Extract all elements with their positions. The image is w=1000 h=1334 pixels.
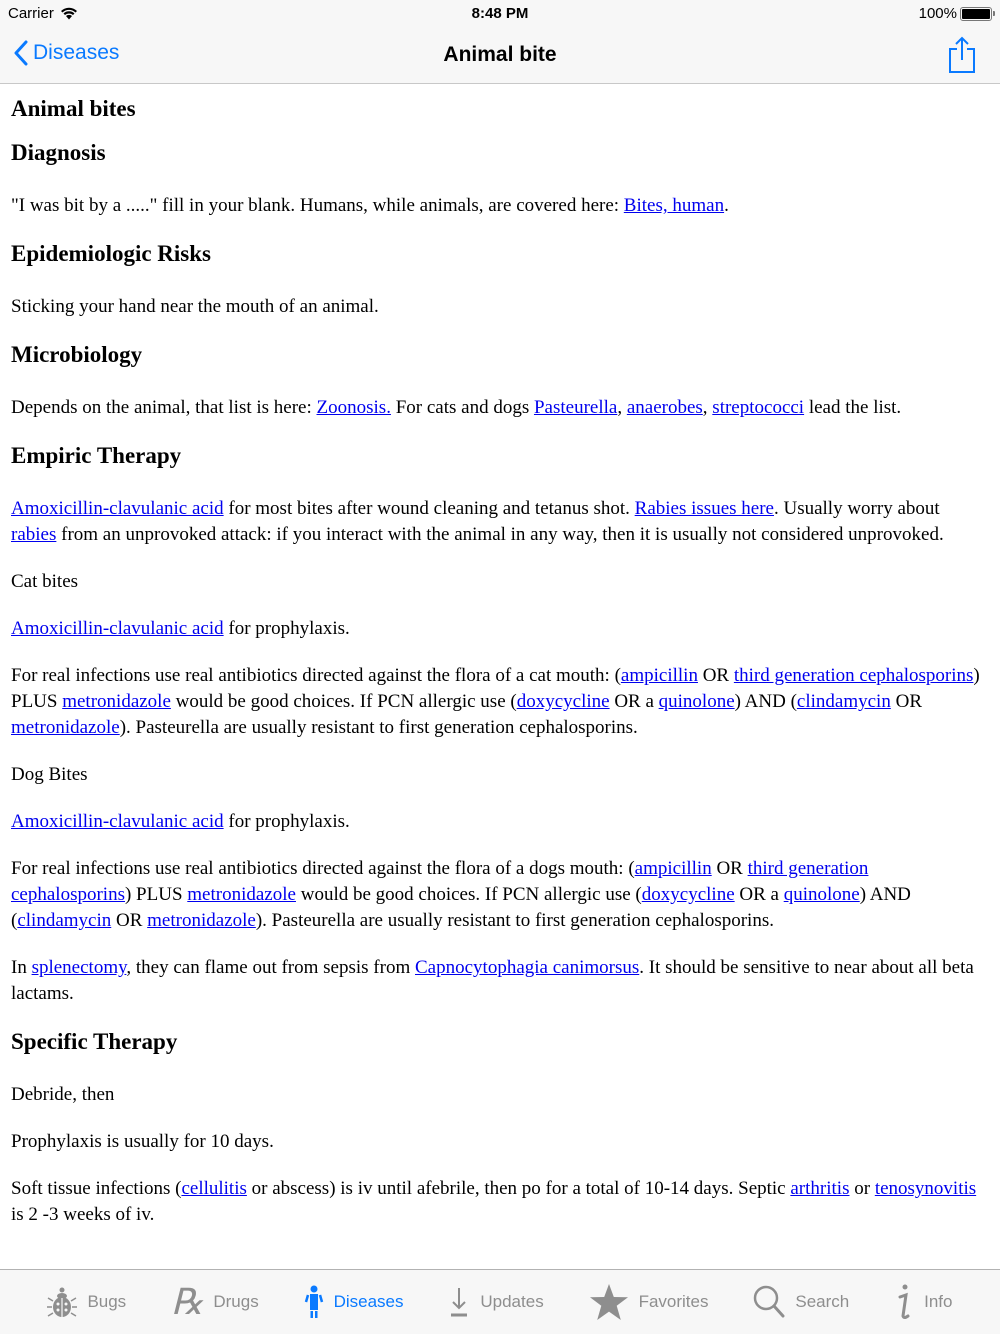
cat-bites-label: Cat bites [11, 571, 79, 592]
battery-fill [962, 9, 990, 19]
specific-text-2: Prophylaxis is usually for 10 days. [11, 1131, 274, 1152]
text: OR [111, 910, 148, 931]
cat-prophylaxis-text [11, 616, 989, 642]
link-bites-human[interactable]: Bites, human [623, 195, 725, 216]
link-quinolone[interactable]: quinolone [783, 884, 860, 905]
diagnosis-text [11, 193, 989, 219]
heading-microbiology: Microbiology [11, 342, 143, 367]
link-amoxicillin-clavulanic-acid[interactable]: Amoxicillin-clavulanic acid [11, 618, 224, 639]
link-splenectomy[interactable]: splenectomy [31, 957, 127, 978]
epidemiology-text: Sticking your hand near the mouth of an animal. [11, 296, 379, 317]
link-rabies[interactable]: rabies [11, 524, 57, 545]
heading-epidemiologic-risks: Epidemiologic Risks [11, 241, 212, 266]
link-tenosynovitis[interactable]: tenosynovitis [874, 1178, 977, 1199]
link-ampicillin[interactable]: ampicillin [634, 858, 712, 879]
share-button[interactable] [948, 36, 976, 79]
text: or abscess) is iv until afebrile, then po for a total of 10-14 days. Septic [246, 1178, 791, 1199]
dog-infection-text [11, 856, 989, 934]
navigation-bar [0, 28, 1000, 84]
text: Soft tissue infections ( [11, 1178, 182, 1199]
tab-info[interactable] [894, 1283, 952, 1321]
link-rabies-issues[interactable]: Rabies issues here [634, 498, 774, 519]
text: "I was bit by a ....." fill in your blank. Humans, while animals, are covered here: [11, 195, 624, 216]
star-icon [589, 1283, 629, 1321]
text: ). Pasteurella are usually resistant to first generation cephalosporins. [255, 910, 774, 931]
heading-diagnosis: Diagnosis [11, 140, 106, 165]
text: . [724, 195, 729, 216]
text: ) PLUS [124, 884, 188, 905]
tab-favorites[interactable] [589, 1283, 709, 1321]
splenectomy-text [11, 955, 989, 1007]
text: , they can flame out from sepsis from [126, 957, 415, 978]
heading-specific-therapy: Specific Therapy [11, 1029, 178, 1054]
info-icon [894, 1283, 914, 1321]
text: ) PLUS [11, 665, 980, 712]
text: from an unprovoked attack: if you interact with the animal in any way, then it is usually not considered unprovoked. [56, 524, 944, 545]
search-icon [753, 1285, 785, 1319]
link-doxycycline[interactable]: doxycycline [641, 884, 735, 905]
text: Depends on the animal, that list is here: [11, 397, 317, 418]
text: or [849, 1178, 875, 1199]
text: OR [890, 691, 922, 712]
text: for prophylaxis. [223, 811, 350, 832]
link-anaerobes[interactable]: anaerobes [626, 397, 703, 418]
link-amoxicillin-clavulanic-acid[interactable]: Amoxicillin-clavulanic acid [11, 498, 224, 519]
text: In [11, 957, 32, 978]
text: ) AND ( [11, 884, 911, 931]
link-quinolone[interactable]: quinolone [658, 691, 735, 712]
tab-bar [0, 1269, 1000, 1334]
text: would be good choices. If PCN allergic use ( [295, 884, 642, 905]
battery-indicator [919, 5, 992, 22]
download-icon [448, 1286, 470, 1318]
text: lead the list. [804, 397, 902, 418]
dog-bites-label: Dog Bites [11, 764, 88, 785]
link-metronidazole[interactable]: metronidazole [62, 691, 171, 712]
tab-drugs[interactable] [171, 1282, 259, 1322]
microbiology-text [11, 395, 989, 421]
link-metronidazole[interactable]: metronidazole [147, 910, 256, 931]
text: For real infections use real antibiotics directed against the flora of a dogs mouth: ( [11, 858, 635, 879]
battery-percent: 100% [918, 5, 957, 22]
tab-label: Info [924, 1292, 953, 1311]
clock: 8:48 PM [471, 5, 529, 22]
link-metronidazole[interactable]: metronidazole [11, 717, 120, 738]
article-content[interactable] [0, 85, 1000, 1269]
link-amoxicillin-clavulanic-acid[interactable]: Amoxicillin-clavulanic acid [11, 811, 224, 832]
bug-icon [47, 1285, 77, 1319]
dog-prophylaxis-text [11, 809, 989, 835]
text: for most bites after wound cleaning and tetanus shot. [223, 498, 635, 519]
link-cellulitis[interactable]: cellulitis [181, 1178, 247, 1199]
empiric-text [11, 496, 989, 548]
text: OR a [734, 884, 784, 905]
link-pasteurella[interactable]: Pasteurella [533, 397, 618, 418]
text: . Usually worry about [773, 498, 940, 519]
tab-diseases[interactable] [304, 1285, 404, 1319]
link-doxycycline[interactable]: doxycycline [516, 691, 610, 712]
cat-infection-text [11, 663, 989, 741]
text: , [617, 397, 627, 418]
text: would be good choices. If PCN allergic use ( [170, 691, 517, 712]
tab-label: Diseases [333, 1292, 404, 1311]
link-arthritis[interactable]: arthritis [790, 1178, 850, 1199]
text: For real infections use real antibiotics directed against the flora of a cat mouth: ( [11, 665, 621, 686]
text: OR [711, 858, 748, 879]
text: ). Pasteurella are usually resistant to first generation cephalosporins. [119, 717, 638, 738]
tab-bugs[interactable] [47, 1285, 126, 1319]
link-capnocytophagia-canimorsus[interactable]: Capnocytophagia canimorsus [415, 957, 640, 978]
tab-label: Bugs [87, 1292, 127, 1311]
battery-icon [960, 7, 992, 21]
specific-text-1: Debride, then [11, 1084, 115, 1105]
status-bar [0, 0, 1000, 28]
tab-label: Updates [480, 1292, 544, 1311]
tab-label: Search [795, 1292, 850, 1311]
specific-text-3 [11, 1176, 989, 1228]
text: . It should be sensitive to near about all beta lactams. [11, 957, 974, 1004]
text: For cats and dogs [390, 397, 534, 418]
text: OR [697, 665, 734, 686]
link-streptococci[interactable]: streptococci [712, 397, 805, 418]
link-third-generation-cephalosporins[interactable]: third generation cephalosporins [733, 665, 974, 686]
link-third-generation-cephalosporins[interactable]: third generation cephalosporins [11, 858, 869, 905]
carrier-label: Carrier [8, 5, 54, 22]
article-title: Animal bites [11, 96, 136, 121]
tab-search[interactable] [753, 1285, 849, 1319]
rx-icon: ℞ [171, 1282, 204, 1322]
person-icon [304, 1285, 324, 1319]
text: ) AND ( [734, 691, 797, 712]
link-clindamycin[interactable]: clindamycin [796, 691, 891, 712]
heading-empiric-therapy: Empiric Therapy [11, 443, 182, 468]
text: is 2 -3 weeks of iv. [11, 1204, 155, 1225]
tab-updates[interactable] [448, 1286, 543, 1318]
text: for prophylaxis. [223, 618, 350, 639]
page-title: Animal bite [443, 43, 557, 66]
text: , [702, 397, 713, 418]
link-metronidazole[interactable]: metronidazole [187, 884, 296, 905]
tab-label: Drugs [213, 1292, 259, 1311]
back-label: Diseases [33, 41, 120, 64]
link-clindamycin[interactable]: clindamycin [17, 910, 112, 931]
tab-label: Favorites [638, 1292, 709, 1311]
link-zoonosis[interactable]: Zoonosis. [316, 397, 391, 418]
text: OR a [609, 691, 659, 712]
share-icon [948, 36, 976, 74]
link-ampicillin[interactable]: ampicillin [620, 665, 698, 686]
